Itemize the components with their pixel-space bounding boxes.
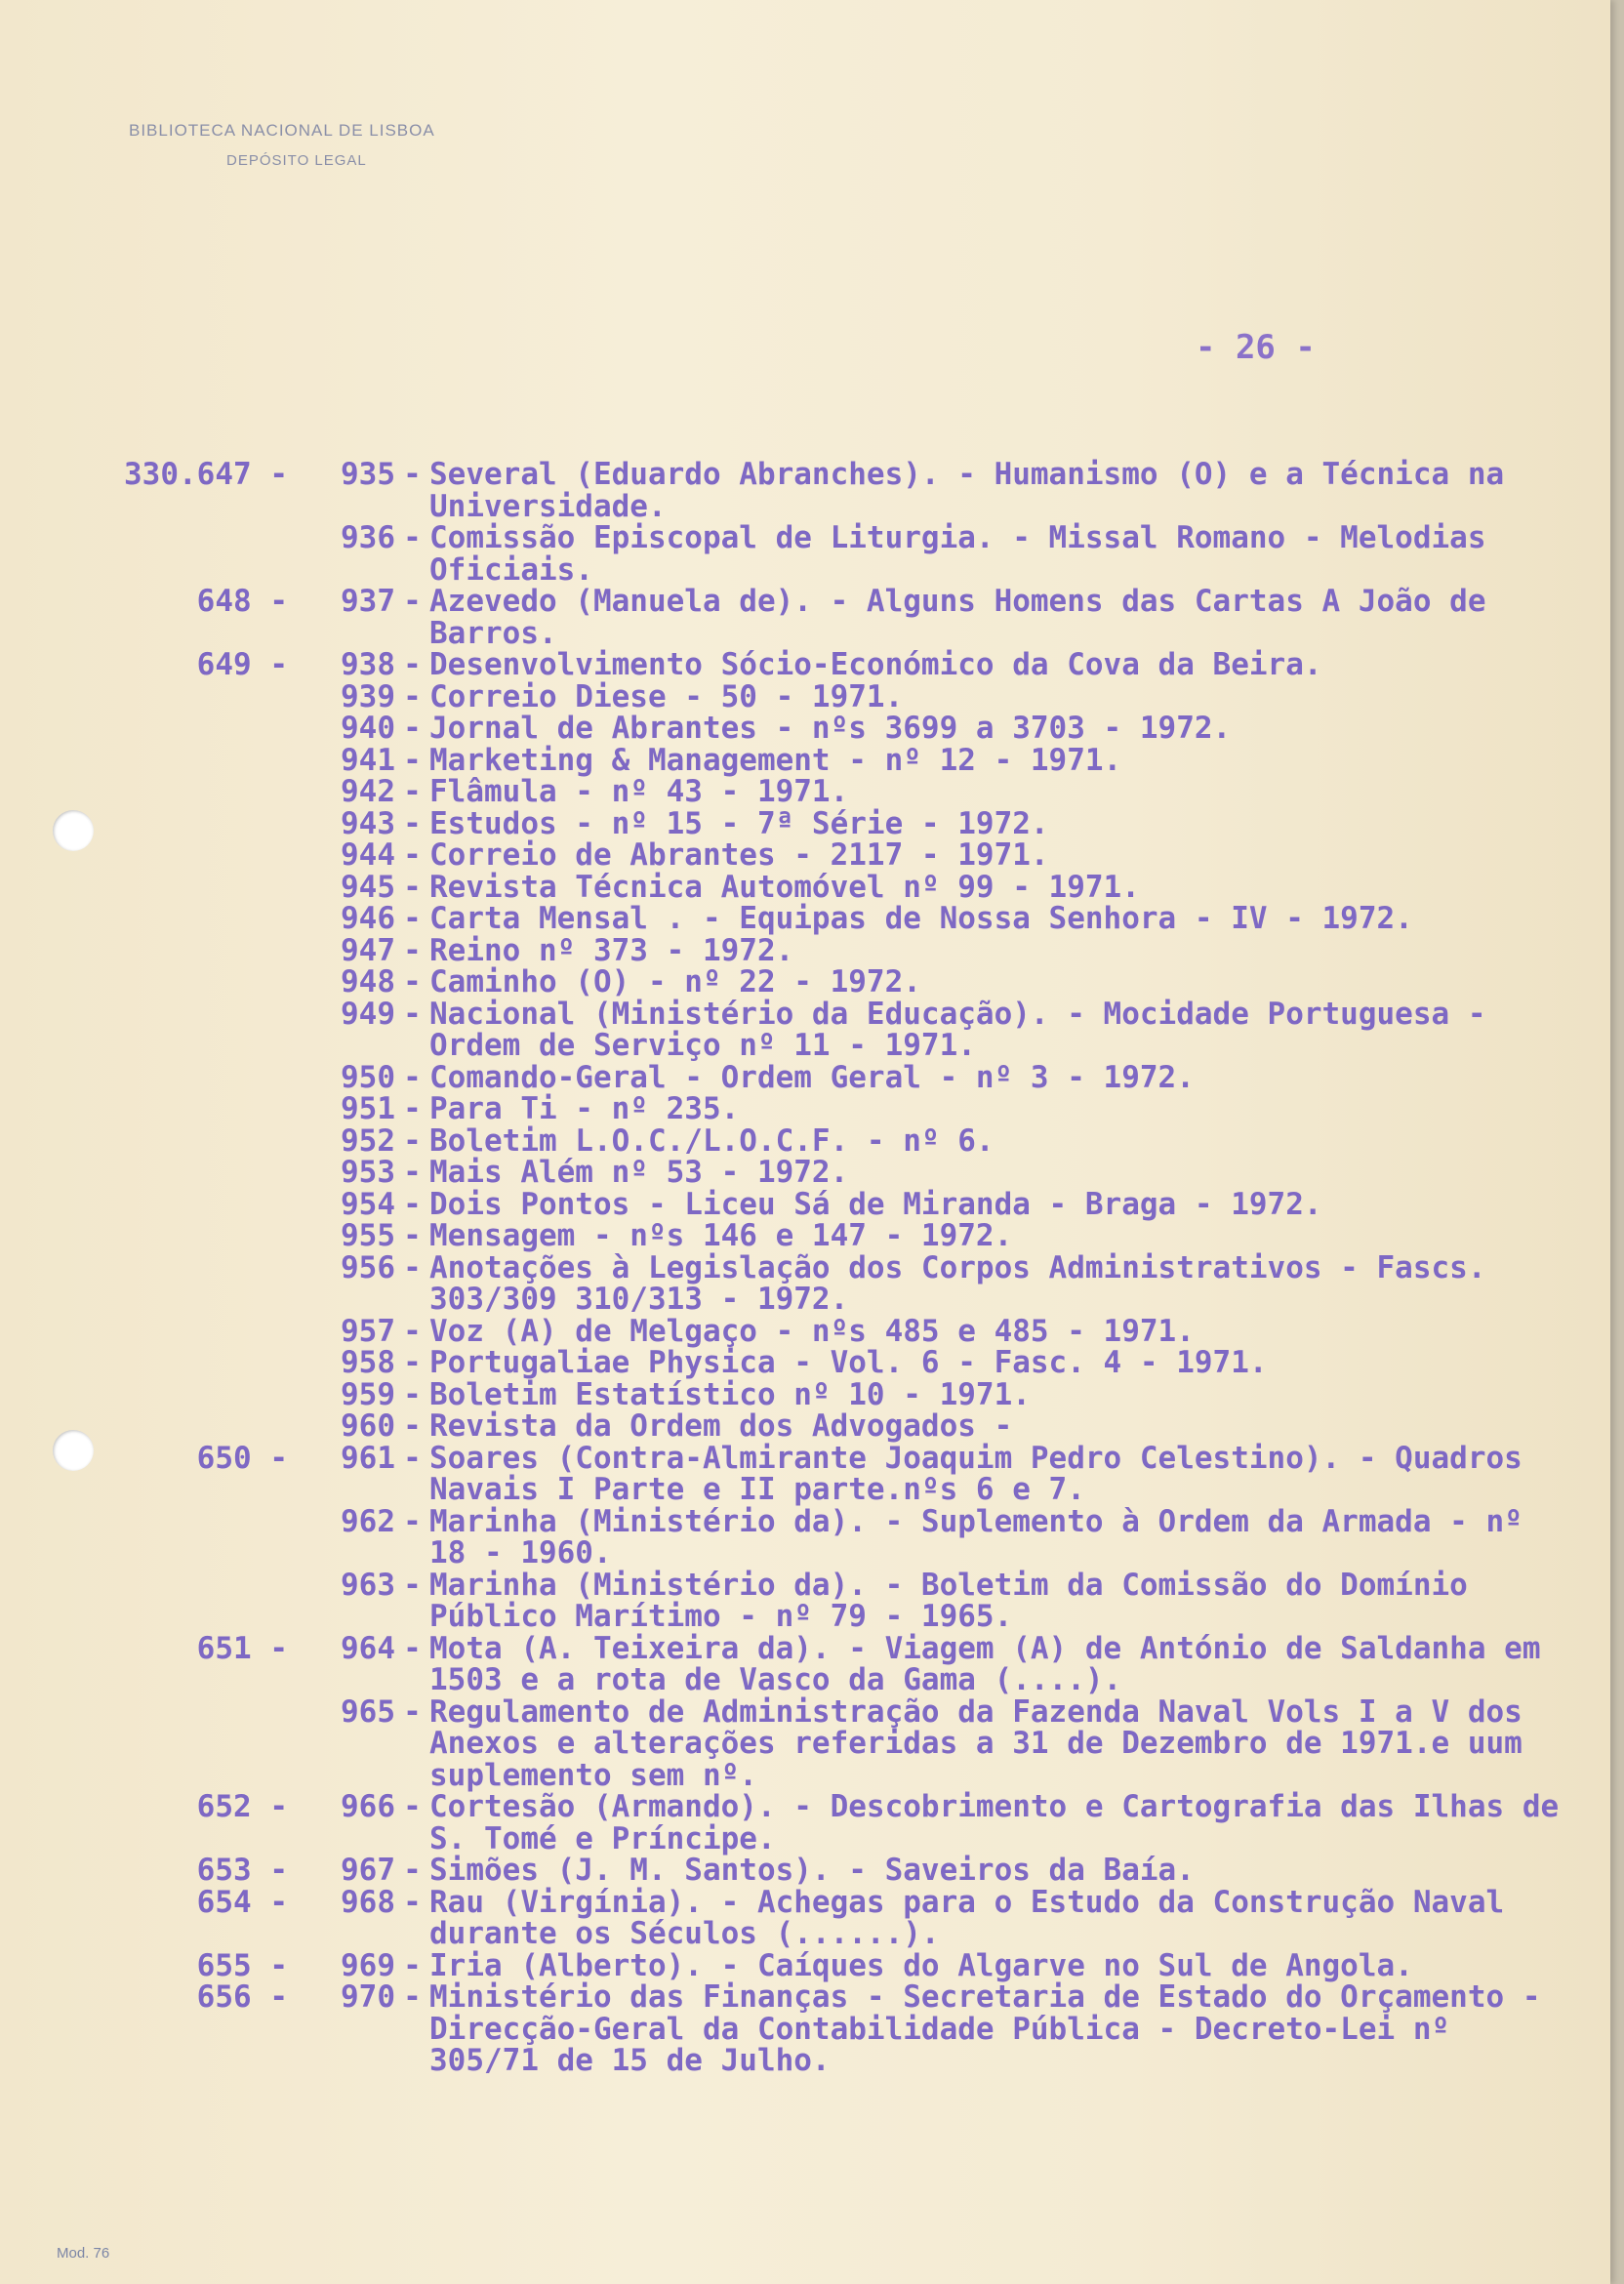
entry-title: Voz (A) de Melgaço - nºs 485 e 485 - 1971. bbox=[429, 1313, 1195, 1349]
entry-number: 951 bbox=[341, 1091, 395, 1126]
entry-title: Boletim L.O.C./L.O.C.F. - nº 6. bbox=[429, 1122, 995, 1159]
entry-title: Correio Diese - 50 - 1971. bbox=[429, 678, 904, 714]
entry-title: Correio de Abrantes - 2117 - 1971. bbox=[429, 837, 1049, 873]
punch-hole bbox=[53, 1430, 94, 1471]
entry-title: Iria (Alberto). - Caíques do Algarve no Sul de Angola. bbox=[429, 1947, 1413, 1983]
entry-title: Several (Eduardo Abranches). - Humanismo (O) e a Técnica na Universidade. bbox=[429, 457, 1522, 524]
classification-code: 656 - bbox=[196, 1979, 288, 2015]
entry-title: Jornal de Abrantes - nºs 3699 a 3703 - 1972. bbox=[429, 711, 1232, 746]
entry-number: 949 bbox=[341, 996, 395, 1032]
separator-dash: - bbox=[403, 964, 422, 999]
list-item bbox=[88, 1981, 1581, 2077]
separator-dash: - bbox=[403, 996, 422, 1032]
separator-dash: - bbox=[403, 1979, 422, 2015]
separator-dash: - bbox=[403, 1186, 422, 1222]
separator-dash: - bbox=[403, 1122, 422, 1159]
entry-number: 959 bbox=[341, 1376, 395, 1412]
list-item bbox=[88, 586, 1581, 649]
separator-dash: - bbox=[403, 1345, 422, 1380]
entry-title: Azevedo (Manuela de). - Alguns Homens das Cartas A João de Barros. bbox=[429, 584, 1505, 651]
separator-dash: - bbox=[403, 711, 422, 746]
entry-number: 968 bbox=[341, 1884, 395, 1920]
list-item bbox=[88, 966, 1581, 999]
entry-title: Mota (A. Teixeira da). - Viagem (A) de António de Saldanha em 1503 e a rota de Vasco da Gama (....). bbox=[429, 1630, 1560, 1697]
list-item bbox=[88, 1059, 1581, 1095]
entry-title: Dois Pontos - Liceu Sá de Miranda - Braga - 1972. bbox=[429, 1186, 1322, 1222]
entry-number: 943 bbox=[341, 805, 395, 841]
department-name: DEPÓSITO LEGAL bbox=[226, 152, 367, 169]
entry-title: Comissão Episcopal de Liturgia. - Missal Romano - Melodias Oficiais. bbox=[429, 520, 1505, 588]
classification-code: 652 - bbox=[196, 1789, 288, 1824]
entry-number: 953 bbox=[341, 1155, 395, 1190]
entry-number: 942 bbox=[341, 774, 395, 809]
entry-title: Estudos - nº 15 - 7ª Série - 1972. bbox=[429, 805, 1049, 841]
entry-number: 961 bbox=[341, 1440, 395, 1476]
entry-number: 944 bbox=[341, 837, 395, 873]
entry-number: 938 bbox=[341, 647, 395, 682]
list-item bbox=[88, 1791, 1581, 1855]
entry-number: 957 bbox=[341, 1313, 395, 1349]
separator-dash: - bbox=[403, 805, 422, 841]
list-item bbox=[88, 678, 1581, 714]
entry-title: Marinha (Ministério da). - Suplemento à Ordem da Armada - nº 18 - 1960. bbox=[429, 1503, 1541, 1570]
separator-dash: - bbox=[403, 932, 422, 968]
list-item bbox=[88, 1567, 1581, 1634]
list-item bbox=[88, 1313, 1581, 1349]
entry-title: Simões (J. M. Santos). - Saveiros da Baía. bbox=[429, 1853, 1195, 1888]
list-item bbox=[88, 1884, 1581, 1951]
classification-code: 655 - bbox=[196, 1947, 288, 1983]
classification-code: 330.647 - bbox=[124, 457, 288, 492]
entry-title: Portugaliae Physica - Vol. 6 - Fasc. 4 - 1971. bbox=[429, 1345, 1268, 1380]
entry-title: Cortesão (Armando). - Descobrimento e Cartografia das Ilhas de S. Tomé e Príncipe. bbox=[429, 1789, 1577, 1856]
separator-dash: - bbox=[403, 837, 422, 873]
list-item bbox=[88, 903, 1581, 935]
entry-number: 958 bbox=[341, 1345, 395, 1380]
separator-dash: - bbox=[403, 584, 422, 619]
separator-dash: - bbox=[403, 1440, 422, 1476]
form-number: Mod. 76 bbox=[57, 2245, 110, 2262]
entry-title: Mensagem - nºs 146 e 147 - 1972. bbox=[429, 1218, 1013, 1253]
separator-dash: - bbox=[403, 1091, 422, 1126]
entry-number: 962 bbox=[341, 1503, 395, 1539]
separator-dash: - bbox=[403, 1503, 422, 1539]
entry-title: Comando-Geral - Ordem Geral - nº 3 - 1972. bbox=[429, 1059, 1195, 1095]
entry-title: Desenvolvimento Sócio-Económico da Cova da Beira. bbox=[429, 647, 1322, 682]
entry-title: Soares (Contra-Almirante Joaquim Pedro Celestino). - Quadros Navais I Parte e II parte.nºs 6 e 7. bbox=[429, 1440, 1541, 1507]
separator-dash: - bbox=[403, 1630, 422, 1666]
classification-code: 651 - bbox=[196, 1630, 288, 1666]
list-item bbox=[88, 1503, 1581, 1570]
entry-number: 963 bbox=[341, 1567, 395, 1603]
list-item bbox=[88, 1122, 1581, 1159]
separator-dash: - bbox=[403, 869, 422, 905]
separator-dash: - bbox=[403, 1567, 422, 1603]
list-item bbox=[88, 996, 1581, 1063]
entry-title: Marinha (Ministério da). - Boletim da Comissão do Domínio Público Marítimo - nº 79 - 1965. bbox=[429, 1567, 1486, 1634]
entry-number: 964 bbox=[341, 1630, 395, 1666]
entry-title: Marketing & Management - nº 12 - 1971. bbox=[429, 742, 1122, 778]
classification-code: 649 - bbox=[196, 647, 288, 682]
separator-dash: - bbox=[403, 520, 422, 555]
list-item bbox=[88, 869, 1581, 905]
entry-title: Boletim Estatístico nº 10 - 1971. bbox=[429, 1376, 1031, 1412]
separator-dash: - bbox=[403, 1218, 422, 1253]
separator-dash: - bbox=[403, 901, 422, 936]
entry-title: Reino nº 373 - 1972. bbox=[429, 932, 794, 968]
list-item bbox=[88, 1347, 1581, 1379]
entry-number: 948 bbox=[341, 964, 395, 999]
separator-dash: - bbox=[403, 742, 422, 778]
entry-title: Regulamento de Administração da Fazenda Naval Vols I a V dos Anexos e alterações referidas a 31 de Dezembro de 1971.e uum suplemento sem nº. bbox=[429, 1693, 1541, 1793]
classification-code: 650 - bbox=[196, 1440, 288, 1476]
entry-number: 936 bbox=[341, 520, 395, 555]
entry-number: 960 bbox=[341, 1408, 395, 1444]
separator-dash: - bbox=[403, 1853, 422, 1888]
entry-number: 967 bbox=[341, 1853, 395, 1888]
separator-dash: - bbox=[403, 1789, 422, 1824]
entry-title: Rau (Virgínia). - Achegas para o Estudo da Construção Naval durante os Séculos (......). bbox=[429, 1884, 1522, 1951]
classification-code: 648 - bbox=[196, 584, 288, 619]
list-item bbox=[88, 805, 1581, 841]
separator-dash: - bbox=[403, 1249, 422, 1285]
page-number: - 26 - bbox=[1196, 328, 1316, 367]
entry-title: Mais Além nº 53 - 1972. bbox=[429, 1155, 849, 1190]
entry-number: 965 bbox=[341, 1693, 395, 1730]
separator-dash: - bbox=[403, 647, 422, 682]
entry-number: 966 bbox=[341, 1789, 395, 1824]
list-item bbox=[88, 459, 1581, 522]
separator-dash: - bbox=[403, 1376, 422, 1412]
entry-list bbox=[88, 459, 1581, 2077]
entry-number: 941 bbox=[341, 742, 395, 778]
list-item bbox=[88, 1376, 1581, 1412]
separator-dash: - bbox=[403, 1059, 422, 1095]
entry-title: Revista da Ordem dos Advogados - bbox=[429, 1408, 1013, 1444]
separator-dash: - bbox=[403, 1408, 422, 1444]
entry-number: 956 bbox=[341, 1249, 395, 1285]
entry-number: 940 bbox=[341, 711, 395, 746]
separator-dash: - bbox=[403, 774, 422, 809]
library-name: BIBLIOTECA NACIONAL DE LISBOA bbox=[129, 121, 435, 140]
list-item bbox=[88, 1855, 1581, 1887]
entry-number: 935 bbox=[341, 457, 395, 492]
separator-dash: - bbox=[403, 1884, 422, 1920]
list-item bbox=[88, 1220, 1581, 1252]
entry-number: 946 bbox=[341, 901, 395, 936]
list-item bbox=[88, 522, 1581, 586]
list-item bbox=[88, 1186, 1581, 1222]
entry-number: 950 bbox=[341, 1059, 395, 1095]
list-item bbox=[88, 1630, 1581, 1697]
list-item bbox=[88, 839, 1581, 872]
entry-number: 952 bbox=[341, 1122, 395, 1159]
entry-title: Para Ti - nº 235. bbox=[429, 1091, 740, 1126]
list-item bbox=[88, 1410, 1581, 1443]
entry-number: 937 bbox=[341, 584, 395, 619]
list-item bbox=[88, 932, 1581, 968]
entry-number: 947 bbox=[341, 932, 395, 968]
list-item bbox=[88, 1693, 1581, 1793]
entry-number: 954 bbox=[341, 1186, 395, 1222]
entry-number: 939 bbox=[341, 678, 395, 714]
list-item bbox=[88, 649, 1581, 681]
entry-number: 969 bbox=[341, 1947, 395, 1983]
classification-code: 653 - bbox=[196, 1853, 288, 1888]
separator-dash: - bbox=[403, 1693, 422, 1730]
separator-dash: - bbox=[403, 1155, 422, 1190]
list-item bbox=[88, 776, 1581, 808]
entry-title: Ministério das Finanças - Secretaria de Estado do Orçamento - Direcção-Geral da Contabilidade Pública - Decreto-Lei nº 305/71 de 15 de Julho. bbox=[429, 1979, 1560, 2078]
list-item bbox=[88, 1093, 1581, 1125]
separator-dash: - bbox=[403, 457, 422, 492]
library-stamp bbox=[129, 121, 435, 169]
entry-number: 970 bbox=[341, 1979, 395, 2015]
list-item bbox=[88, 1157, 1581, 1189]
punch-hole bbox=[53, 810, 94, 851]
entry-number: 955 bbox=[341, 1218, 395, 1253]
list-item bbox=[88, 1249, 1581, 1317]
entry-title: Caminho (O) - nº 22 - 1972. bbox=[429, 964, 921, 999]
entry-title: Carta Mensal . - Equipas de Nossa Senhora - IV - 1972. bbox=[429, 901, 1413, 936]
list-item bbox=[88, 713, 1581, 745]
separator-dash: - bbox=[403, 1947, 422, 1983]
entry-title: Anotações à Legislação dos Corpos Administrativos - Fascs. 303/309 310/313 - 1972. bbox=[429, 1249, 1505, 1317]
list-item bbox=[88, 1440, 1581, 1507]
list-item bbox=[88, 1947, 1581, 1983]
entry-title: Revista Técnica Automóvel nº 99 - 1971. bbox=[429, 869, 1140, 905]
classification-code: 654 - bbox=[196, 1884, 288, 1920]
list-item bbox=[88, 742, 1581, 778]
entry-number: 945 bbox=[341, 869, 395, 905]
entry-title: Nacional (Ministério da Educação). - Mocidade Portuguesa - Ordem de Serviço nº 11 - 1971. bbox=[429, 996, 1505, 1063]
separator-dash: - bbox=[403, 1313, 422, 1349]
entry-title: Flâmula - nº 43 - 1971. bbox=[429, 774, 849, 809]
separator-dash: - bbox=[403, 678, 422, 714]
